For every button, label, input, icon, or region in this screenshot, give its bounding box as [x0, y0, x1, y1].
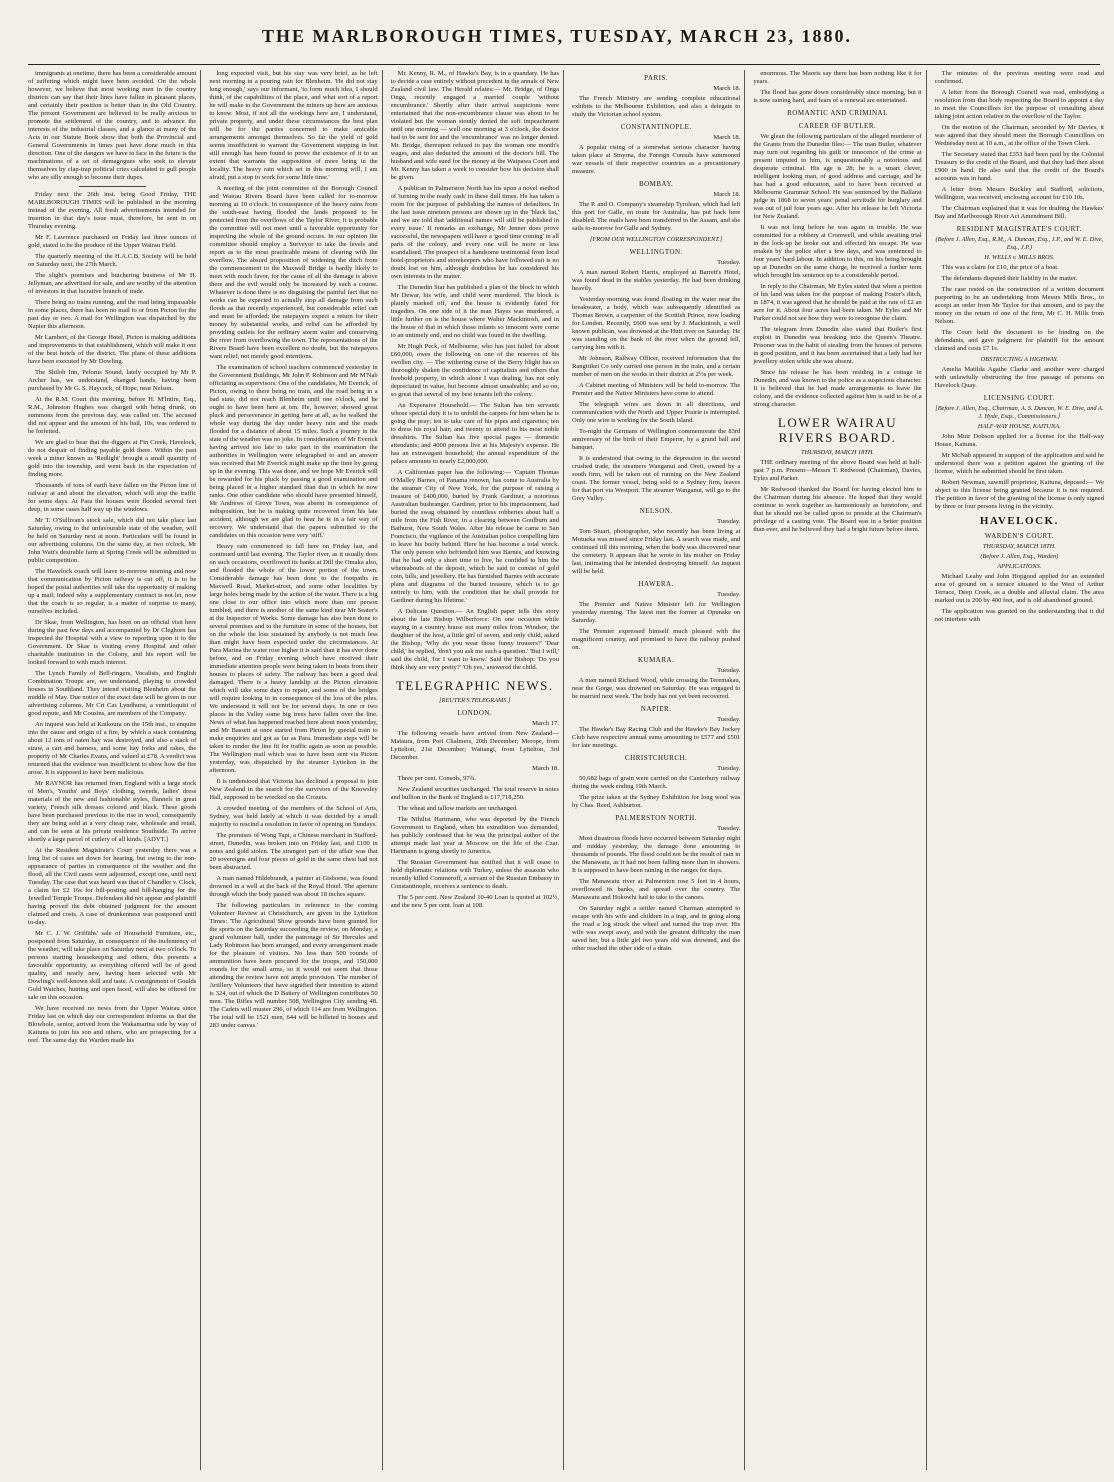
masthead-rule — [28, 64, 1100, 65]
paragraph: John Muir Dobson applied for a license for the Half-way House, Kaituna. — [934, 433, 1104, 448]
paragraph: Robert Newman, sawmill proprietor, Kaituna, deposed:— We object to this license being granted because it is not required. The petition in favor of the granting of the license is only signed by three or four persons living in the vicinity. — [934, 479, 1104, 510]
paragraph: Dr Skae, from Wellington, has been on an official visit here during the past few days and accompanied by Dr Cleghorn has inspected the Hospital with a view to reporting upon it to the Government. Dr Skae is visiting every Hospital and other charitable institution in the Colony, and his report will be looked forward to with much interest. — [28, 619, 197, 666]
section-heading: ROMANTIC AND CRIMINAL — [787, 109, 888, 117]
column-2 — [209, 70, 382, 1470]
paragraph: The Russian Government has notified that it will cease to hold diplomatic relations with Turkey, unless the assassin who recently killed Commeroff, a servant of the Russian Embassy in Constantinople, receives a sentence to death. — [390, 859, 559, 890]
paragraph: An inquest was held at Kaikoura on the 15th inst., to enquire into the cause and origin of a fire, by which a stack containing about 12 tons of oaten hay was destroyed, and also a stack of straw, a cart and harness, and some hay forks and rakes, the property of Mr Charles Evans, and valued at £78. A verdict was returned that the evidence was insufficient to show how the fire arose. It is supposed to have been malicious. — [28, 721, 197, 776]
dateline: March 18. — [713, 85, 741, 92]
paragraph: Mr Johnson, Railway Officer, received information that the Rangitikei Co only carried one person in the train, and a certain number of men on the works in their district at 2½s per week. — [571, 355, 741, 378]
paragraph: The prize taken at the Sydney Exhibition for long wool was by Chas. Reed, Ashburton. — [571, 794, 741, 809]
column-grid — [28, 70, 1108, 1470]
paragraph: The Nihilist Hartmann, who was deported by the French Government to England, when his extradition was demanded, has publicly confessed that he was the principal author of the attempt made last year at Moscow on the life of the Czar. Hartmann is going shortly to America. — [390, 816, 559, 855]
paragraph: Mr. Kenny, R. M., of Hawke's Bay, is in a quandary. He has to decide a case entirely without precedent in the annals of New Zealand civil law. The Herald relates:— Mr. Bridge, of Onga Onga, recently engaged a married couple 'without encumbrance.' Shortly after their arrival suspicions were entertained that the non-encumbrance clause was about to be violated but the woman stoutly denied the soft impeachment until one morning — well one morning at 3 o'clock, the doctor had to be sent for and the 'encumbrance' was no longer denied. Mr. Bridge, thereupon refused to pay the woman one month's wages, and also deducted the amount of the doctor's bill. The husband and wife sued for the money at the Waipawa Court and Mr. Kenny has taken a week to consider how his decision shall be given. — [390, 70, 559, 181]
paragraph: It is understood that Victoria has declined a proposal to join New Zealand in the search for the survivors of the Knowsley Hall, supposed to be wrecked on the Crozets. — [209, 778, 378, 801]
dateline: Tuesday. — [717, 667, 741, 674]
dateline: March 18. — [713, 191, 741, 198]
paragraph: Michael Leahy and John Hopgood applied for an extended area of ground on a terrace situated to the West of Arthur Terrace, Deep Creek, as a double and alluvial claim. The area marked out is 200 by 400 feet, and is old abandoned ground. — [934, 573, 1104, 604]
column-6 — [935, 70, 1108, 1470]
subheading: THURSDAY, MARCH 18TH. — [801, 449, 874, 456]
dateline: Tuesday. — [717, 591, 741, 598]
paragraph: Friday next the 26th inst. being Good Friday, THE MARLBOROUGH TIMES will be published in the morning instead of the evening. All fresh advertisements intended for insertion in that day's issue must, therefore, be sent in on Thursday evening. — [28, 191, 197, 230]
column-1 — [28, 70, 201, 1470]
paragraph: A Californian paper has the following:— 'Captain Thomas O'Malley Barnes, of Panama renown, has come to Australia by the steamer City of New York, for the purpose of raising a treasure of £400,000, buried by Frank Gardiner, a notorious Australian bushranger. Gardiner, prior to his imprisonment, had buried the swag obtained by countless robberies about half a mile from the Fish River, in a clearing between Goulburn and Bathurst, New South Wales. After his release he came to San Francisco, the vigilance of the Australian police compelling him to leave his booty behind. Here he has become a total wreck. The only person who befriended him was Barnes, and knowing that he had only a short time to live, he confided to him the whereabouts of the deposit, which he said to consist of gold coin, bills, and jewellery. He has furnished Barnes with accurate plans and diagrams of the buried treasure, which is to go entirely to him, with the condition that he shall provide for Gardiner during his lifetime.' — [390, 469, 559, 604]
paragraph: The Chairman explained that it was for drafting the Hawkes' Bay and Marlborough River Act Amendment Bill. — [934, 205, 1104, 220]
paragraph: A Cabinet meeting of Ministers will be held to-morrow. The Premier and the Native Ministers have come to attend. — [571, 382, 741, 397]
paragraph: Yesterday morning was found floating in the water near the breakwater, a body, which was subsequently identified as Thomas Brown, a carpenter of the Scottish Prince, now loading for London. Recently, £600 was sent by J. Mackintosh, a well known publican, was drowned at the Hutt river on Saturday. He was standing on the bank of the river when the ground fell, carrying him with it. — [571, 296, 741, 351]
paragraph: A popular rising of a somewhat serious character having taken place at Smyrna, the Foreign Consuls have summoned war vessels of their respective countries as a precautionary measure. — [571, 144, 741, 175]
paragraph: The Court held the document to be binding on the defendants, and gave judgment for plaintiff for the amount claimed and costs £7 1s. — [934, 329, 1104, 352]
paragraph: The defendants disputed their liability in the matter. — [941, 275, 1078, 282]
paragraph: A meeting of the joint committee of the Borough Council and Wairau Rivers Board have been called for to-morrow morning at 10 o'clock. In consequence of the heavy rains from the south-east having flooded the lands proposed to be protected from the overflows of the Taylor River, it is probable the committee will not meet until a favorable opportunity for inspecting the whole of the ground occurs. In our opinion the committee should employ a Surveyor to take the levels and report as to the most practicable means of clearing with the overflow. The absurd proposition of widening the ditch from the commencement to the Maxwell Bridge is hardly likely to meet with much favor, for the cause of all the damage is above there and the evil would only be increased by such a course. Whatever is done there is no disguising the painful fact that no works can be expected to actually stop all damage from such floods as that recently experienced, but considerable relief can and must be afforded; the ratepayers expect a return for their money by substantial works, and relief can be afforded by providing outlets for the ordinary storm water and conserving the river from overflowing the town. The representations of the Rivers Board have been excellent no doubt, but the ratepayers want relief, not merely good intentions. — [209, 185, 378, 360]
section-heading: WELLINGTON. — [629, 248, 683, 256]
paragraph: This was a claim for £10, the price of a boat. — [941, 264, 1059, 271]
paragraph: The minutes of the previous meeting were read and confirmed. — [934, 70, 1104, 85]
paragraph: A man named Hildebrandt, a painter at Gisborne, was found drowned in a well at the back of the Royal Hotel. The aperture through which the body passed was about 18 inches square. — [209, 875, 378, 898]
banner-heading: LOWER WAIRAU RIVERS BOARD. — [777, 415, 898, 445]
subheading: [Before J. Allen, Esq., Chairman, A. S. Duncan, W. E. Dive, and A. J. Hyde, Esqs., Commissioners.] — [935, 405, 1104, 420]
paragraph: On Saturday night a settler named Charman attempted to escape with his wife and children in a trap, and in going along the road a log struck the wheel and turned the trap over. His wife was swept away, and with the greatest difficulty the man saved her, but a little girl two years old was drowned, and the other reached the other side of a drain. — [571, 905, 741, 952]
paragraph: The P. and O. Company's steamship Tyrolean, which had left this port for Galle, en route for Australia, has put back here disabled. The mails have been transferred to the Assam, and she sails to-morrow for Galle and Sydney. — [571, 201, 741, 232]
paragraph: The French Ministry are sending complete educational exhibits to the Melbourne Exhibition, and also a delegate to study the Victorian school system. — [571, 95, 741, 118]
paragraph: The 5 per cent. New Zealand 10-40 Loan is quoted at 102½, and the new 5 per cent. loan at 108. — [390, 894, 559, 909]
section-heading: NAPIER. — [640, 705, 672, 713]
section-heading: LICENSING COURT. — [983, 394, 1055, 402]
subheading: [FROM OUR WELLINGTON CORRESPONDENT.] — [589, 236, 723, 243]
section-heading: LONDON. — [457, 709, 493, 717]
paragraph: Three per cent. Consols, 97¾. — [397, 775, 477, 782]
paragraph: Mr C. J. W. Griffiths' sale of Household Furniture, etc., postponed from Saturday, in consequence of the inclemency of the weather, will take place on Saturday next at two o'clock. To persons starting housekeeping and others, this presents a favorable opportunity, as everything offered will be of good quality, and nearly new, having been selected with Mr Dowling's well-known skill and taste. A consignment of Goulds Gold Watches, hunting and open faced, will also be offered for sale on this occasion. — [28, 930, 197, 1001]
masthead: THE MARLBOROUGH TIMES, TUESDAY, MARCH 23, 1880. — [261, 26, 853, 46]
section-heading: CONSTANTINOPLE. — [620, 123, 692, 131]
subheading: H. WELLS v. MILLS BROS. — [984, 254, 1055, 261]
paragraph: It is understood that owing to the depression in the second crushed trade, the steamers Wanganui and Oreti, owned by a south firm, will be taken out of running on the New Zealand coast. The former vessel, being sold to a Sydney firm, leaves for that port via Westport. The steamer Wanganui, will go to the Grey Valley. — [571, 455, 741, 502]
subheading: OBSTRUCTING A HIGHWAY. — [980, 356, 1058, 363]
paragraph: On the motion of the Chairman, seconded by Mr Davies, it was agreed that they should meet the Borough Councillors on Wednesday next at 10 a.m., at the office of the Town Clerk. — [934, 124, 1104, 147]
paragraph: immigrants at onetime, there has been a considerable amount of suffering which might have been avoided. On the whole however, we believe that most working men in the country districts can say that their lines have fallen in pleasant places, and certainly their position is better than in the Old Country. The present Government are believed to be really anxious to promote the settlement of the country, and to advance the interests of the industrial classes, and a glance at many of the Acts in our Statute Book show that both the Provincial and General Governments in times past have done much in this direction. One of the dangers we have to face in the future is the machinations of a set of demagogues who seek to elevate themselves by clap-trap political cries calculated to gull people who are silly enough to become their dupes. — [28, 70, 197, 181]
paragraph: There being no trains running, and the road being impassable in some places, there has been no mail to or from Picton for the past day or two. A mail for Wellington was dispatched by the Napier this afternoon. — [28, 299, 197, 330]
dateline: Tuesday. — [717, 716, 741, 723]
section-heading: HAWERA. — [638, 580, 674, 588]
dateline: Tuesday. — [717, 765, 741, 772]
paragraph: The examination of school teachers commenced yesterday in the Government Buildings, Mr John P. Robinson and Mr M'Nab officiating as supervisors. One of the candidates, Mr Everick, of Picton, owing to there being no train, and the road being in a bad state, did not reach Blenheim until one o'clock, and he ought to have been here at ten. He, however, showed great pluck and perseverance in getting here at all, as he walked the whole way during the day under heavy rain and the roads flooded for a distance of about 15 miles. Such a journey in the state of the weather was no joke. In consideration of Mr Everick having arrived too late to take part in the examination the authorities in Wellington were telegraphed to and an answer was received that Mr Everick might make up the time by going up in the evening. This was done, and we hope Mr Everick will be rewarded for his pluck by passing a good examination and being placed in a higher standard than that in which he now ranks. One other candidate who should have presented himself, Mr Andrews of Grove Town, was absent in consequence of indisposition, but he is making quite recovered from his late accident, although we are glad to hear he is in a fair way of recovery. We understand that the papers submitted to the candidates on this occasion were very 'stiff.' — [209, 364, 378, 539]
section-heading: NELSON. — [639, 507, 673, 515]
paragraph: New Zealand securities unchanged. The total reserve in notes and bullion in the Bank of England is £17,718,250. — [390, 786, 559, 801]
dateline: Tuesday. — [717, 825, 741, 832]
section-heading: CHRISTCHURCH. — [624, 754, 688, 762]
paragraph: enormous. The Maoris say there has been nothing like it for years. — [753, 70, 922, 85]
paragraph: Mr RAYNOR has returned from England with a large stock of Men's, Youths' and Boys' clothing, tweeds, ladies' dress materials of the new and fashionable styles, flannels in great variety, French silk dresses colored and black. These goods have been purchased previous to the rise in wool, consequently they are being sold at a very cheap rate, wholesale and retail, and can be seen at his private residence Southside. To arrive shortly a large parcel of cutlery of all kinds. [ADVT.] — [28, 780, 197, 843]
paragraph: The Manawatu river at Palmerston rose 5 feet in 4 hours, overflowed its banks, and spread over the country. The Manawatu and Hokowhi had to take to the canoes. — [571, 878, 741, 901]
paragraph: The Hawke's Bay Racing Club and the Hawke's Bay Jockey Club have respective annual sums amounting to £577 and £501 for late meetings. — [571, 726, 741, 749]
paragraph: THE ordinary meeting of the above Board was held at half-past 7 p.m. Present—Messrs T. Redwood (Chairman), Davies, Eyles and Parker. — [753, 459, 922, 482]
dateline: March 18. — [532, 765, 559, 772]
paragraph: Tom Stuart, photographer, who recently has been living at Motueka was missed since Friday last. A search was made, and continued till this morning, when the body was discovered near the cemetery. It appears that he wrote to his mother on Friday last, intimating that he intended destroying himself. An inquest will be held. — [571, 528, 741, 575]
paragraph: The quarterly meeting of the H.A.C.B. Society will be held on Saturday next, the 27th March. — [28, 253, 197, 268]
subheading: [REUTER'S TELEGRAMS.] — [439, 697, 511, 704]
paragraph: The flood has gone down considerably since morning, but it is now raining hard, and fears of a renewal are entertained. — [753, 89, 922, 104]
paragraph: The Premier expressed himself much pleased with the magnificent country, and promised to have the railway pushed on. — [571, 628, 741, 651]
paragraph: A Delicate Question.— An English paper tells this story about the late Bishop Wilberforce: On one occasion while staying in a country house not many miles from Windsor, the daughter of the host, a little girl of seven, and only child, asked the Bishop, 'Why do you wear those funny trousers?' 'Dear child,' he replied, 'don't you ask me such a question.' 'But I will,' said the child, 'for I want to know.' Said the Bishop: 'Do you think they are very pretty?' 'Oh yes,' answered the child. — [390, 608, 559, 671]
paragraph: At the R.M. Court this morning, before H. M'Intire, Esq., R.M., Johnston Hughes was charged with being drunk, on summons from the previous day, was called on. The accused did not appear and the amount of his bail, 10s, was ordered to be forfeited. — [28, 396, 197, 435]
subheading: (Before J. Allen, Esq., Warden) — [980, 553, 1059, 560]
section-heading: PARIS. — [644, 74, 669, 82]
paragraph: The Secretary stated that £353 had been paid by the Colonial Treasury to the credit of the Board, and that they had then about £900 in hand. He also said that the credit of the Board's accounts was in hand. — [934, 151, 1104, 182]
paragraph: The following vessels have arrived from New Zealand—Mataura, from Port Chalmers, 20th December; Merope, from Lyttelton, 21st December; Waitangi, from Lyttelton, 3rd December. — [390, 730, 559, 761]
paragraph: A letter from the Borough Council was read, embodying a resolution from that body respecting the Board to appoint a day to meet the Councillors for the purpose of consulting about taking joint action relative to the overflow of the Taylor. — [934, 89, 1104, 120]
section-heading: KUMARA. — [637, 656, 675, 664]
column-3 — [391, 70, 564, 1470]
dateline: Tuesday. — [717, 259, 741, 266]
banner-heading: TELEGRAPHIC NEWS. — [395, 678, 554, 693]
paragraph: It was not long before he was again in trouble. He was committed for a robbery at Cromwell, and while awaiting trial in the lock-up he broke out and effected his escape. He was retaken by the police after a few days, and was sentenced to four years' hard labour. In addition to this, on his being brought up at Dunedin on the same charge, he received a further term which brought his sentence up to a considerable period. — [753, 224, 922, 279]
paragraph: At the Resident Magistrate's Court yesterday there was a long list of cases set down for hearing, but owing to the non-appearance of parties in consequence of the weather and the flood, all the Civil cases were adjourned, except one, until next Tuesday. The case that was heard was that of Chandler v. Clock, a claim for £2 16s for bill-posting and bill-hanging for the Jewelled Temple Troupe. Defendant did not appear and plaintiff having proved the debt obtained judgment for the amount claimed and costs. A case of drunkenness was postponed until to-day. — [28, 847, 197, 926]
paragraph: The following particulars in reference to the coming Volunteer Review at Christchurch, are given in the Lyttelton Times: 'The Agricultural Show grounds have been granted for the sports on the Saturday succeeding the review; on Monday, a grand volunteer ball, under the patronage of Sir Hercules and Lady Robinson has been arranged, and every arrangement made for the pleasure of visitors. No less than 500 rounds of ammunition have been procured for the troops, and 150,000 rounds for the small arms, so it would not seem that those attending the review have not ample provision. The number of Artillery Volunteers that have signified their intention to attend is 324, out of which the D Battery of Wellington contributes 50 men. The Rifles will number 508, Wellington City sending 48. The Cadets will muster 296, of which 114 are from Wellington. The total will be 1521 men, 644 will be billeted in houses and 283 under canvas.' — [209, 902, 378, 1029]
paragraph: A publican in Palmerston North has his upon a novel method of 'turning in the ready cash' in these dull times. He has taken a room for the purpose of publishing the names of defaulters. In the last issue nineteen persons are shown up in the 'black list,' and we are told that 'additional names will still be published in every issue.' It remarks an exchange, Mr Jenner does prove successful, the newspapers will have a 'good time coming' in all parts of the colony, and every one will be more or less scandalised. The prospect of a handsome testimonial from local hotel-proprietors and storekeepers who have followed suit is no doubt lost on him, although doubtless he has considered his own interests in the matter. — [390, 185, 559, 280]
dateline: Tuesday. — [717, 518, 741, 525]
paragraph: The telegram from Dunedin also stated that Butler's first exploit in Dunedin was breaking into the Queen's Theatre. Prisoner was in the habit of stealing from the houses of persons in good position, and it has been ascertained that a lady had her jewellery stolen while she was absent. — [753, 326, 922, 365]
paragraph: An Expensive Household.— The Sultan has ten servants whose special duty it is to unfold the carpets for him when he is going the pray; ten to take care of his pipes and cigarettes; ten to dress his royal hair; and twenty to attend to his most noble dresshirts. The Sultan has five special pages — domestic attendants; and 4000 persons live at his Majesty's expense. He has an extravagant household; the annual expenditure of the palace amounts to nearly £2,000,000. — [390, 402, 559, 465]
dateline: March 18. — [713, 134, 741, 141]
paragraph: A man named Richard Wood, while crossing the Teremakau, near the Gorge, was drowned on Saturday. He was engaged to be married next week. The body has not yet been recovered. — [571, 677, 741, 700]
paragraph: The case rested on the construction of a written document purporting to be an undertaking from Messrs Mills Bros., to accept an order from Mr Taylor for that amount, and to pay the money on the return of one of the firm, Mr C. H. Mills from Nelson. — [934, 286, 1104, 325]
paragraph: Mr McNab appeared in support of the application and said he understood there was a petition against the granting of the license, which he submitted should be first taken. — [934, 452, 1104, 475]
paragraph: The Premier and Native Minister left for Wellington yesterday morning. The latest met the former at Opunake on Saturday. — [571, 601, 741, 624]
section-heading: PALMERSTON NORTH. — [615, 814, 697, 822]
paragraph: Mr Lambert, of the George Hotel, Picton is making additions and improvements to that establishment, which will make it one of the best hotels of the district. The plans of these additions have been executed by Mr Dowling. — [28, 334, 197, 365]
paragraph: 50,682 bags of grain were carried on the Canterbury railway during the week ending 19th March. — [571, 775, 741, 790]
paragraph: The premises of Wong Tapi, a Chinese merchant in Stafford-street, Dunedin, was broken into on Friday last, and £100 in notes and gold stolen. The strangest part of the affair was that 20 sovereigns and four pieces of gold in the same chest had not been abstracted. — [209, 832, 378, 871]
paragraph: In reply to the Chairman, Mr Eyles stated that when a portion of his land was taken for the purpose of making Foster's ditch, in 1874, it was agreed that he should be paid at the rate of £2 an acre for it. About four acres had been taken. Mr Eyles and Mr Parker could not see how they were to recognise the claim. — [753, 283, 922, 322]
paragraph: Mr F. Lawrence purchased on Friday last three ounces of gold, stated to be the produce of the Upper Wairau Field. — [28, 234, 197, 249]
section-heading: WARDEN'S COURT. — [984, 532, 1054, 540]
column-5 — [753, 70, 926, 1470]
paragraph: The telegraph wires are down in all directions, and communication with the North and Upper Prairie is interrupted. Only one wire is working for the South Island. — [571, 401, 741, 424]
section-heading: BOMBAY. — [638, 180, 674, 188]
paragraph: The slight's premises and butchering business of Mr H. Jellyman, are advertised for sale, and are worthy of the attention of investors in that lucrative branch of trade. — [28, 272, 197, 295]
paragraph: Thousands of tons of earth have fallen on the Picton line of railway at and about the elevation, which will stop the traffic for some days. At Para the houses were flooded several feet deep, in some cases half way up the windows. — [28, 482, 197, 513]
paragraph: Amelia Matilda Agathe Clarke and another were charged with unlawfully obstructing the free passage of persons on Havelock Quay. — [934, 366, 1104, 389]
paragraph: The application was granted on the understanding that it did not interfere with — [934, 608, 1104, 623]
subheading: HALF-WAY HOUSE, KAITUNA. — [977, 423, 1061, 430]
subheading: THURSDAY, MARCH 18TH. — [982, 543, 1056, 550]
separator-rule — [79, 186, 146, 187]
paragraph: Mr Hugh Peck, of Melbourne, who has just failed for about £60,000, owes the following on one of the reserves of his swollen city. — The withering curse of the Berry blight has so thoroughly shaken the confidence of capitalists and others that freehold property, in which alone I was dealing, has not only depreciated in value, but become almost unsaleable; and so on, so great that several of my best tenants left the colony. — [390, 343, 559, 398]
paragraph: A crowded meeting of the members of the School of Arts, Sydney, was held lately at which it was decided by a small majority to rescind a resolution in favor of opening on Sundays. — [209, 805, 378, 828]
paragraph: We have received no news from the Upper Wairau since Friday last on which day our correspondent informs us that the Blowhole, senior, arrived from the Wakamarina side by way of Kaituna to join his son and others, who are prospecting for a reef. The same day the Warden made his — [28, 1005, 197, 1044]
subheading: (Before J. Allen, Esq., R.M., A. Duncan, Esq., J.P., and W. E. Dive, Esq., J.P.) — [935, 236, 1104, 251]
paragraph: Since his release he has been residing in a cottage in Dunedin, and was known to the police as a suspicious character. It is believed that he had made arrangements to leave the colony, and the evidence collected against him is said to be of a strong character. — [753, 369, 922, 408]
paragraph: The wheat and tallow markets are unchanged. — [397, 805, 518, 812]
paragraph: Heavy rain commenced to fall here on Friday last, and continued until last evening. The Taylor river, as it usually does on such occasions, overflowed its banks at Dill the Omaka also, and flooded the whole of the lower portion of the town. Considerable damage has been done to the footpaths in Maxwell Road, Market-street, and some other localities by large holes being made by the action of the water. There is a big one close to our office into which more than one person tumbled, and there is another of the same kind near Mr Seater's at the Inspector of Works. Some damage has also been done to several premises and to the furniture in some of the houses, but on the whole the loss sustained by anybody is not much less than might have been expected under the circumstances. At Para Marina the water rose higher it is said than it has ever done before, and on Friday evening which have received their immediate attention people were being taken in boats from their houses to places of safety. The railway has been a good deal damaged. There is a heavy landslip at the Picton elevation which will take some days to repair, and some of the bridges will require looking to in consequence of the loss of the piles. We understand it will not be for several days. In one or two places in the Valley some big trees have fallen over the line. News of what has happened reached here about noon yesterday, and Mr Bassett at once started from Picton by special train to make enquiries and got as far as Para. Immediate steps will be taken to render the line fit for traffic again as soon as possible. The Wellington mail which was to have been sent via Picton yesterday, was dispatched by the steamer Lyttelton in the afternoon. — [209, 543, 378, 774]
paragraph: A man named Robert Harris, employed at Barrett's Hotel, was found dead in the stables yesterday. He had been drinking heavily. — [571, 269, 741, 292]
paragraph: We glean the following particulars of the alleged murderer of the Grants from the Dunedin files:— The man Butler, whatever may turn out regarding his guilt or innocence of the crime at present imputed to him, is unquestionably a notorious and desperate criminal. His age is 28; he is a smart clever, intelligent looking man, of good address and carriage, and he has had a good education, said to have been received at Melbourne Grammar School. He was sentenced by the Ballarat judge in 1868 to seven years' penal servitude for burglary and was out of jail four years ago. After his release he left Victoria for New Zealand. — [753, 133, 922, 220]
paragraph: We are glad to hear that the diggers at Fin Creek, Havelock, do not despair of finding payable gold there. Within the past week a miner known as 'Redlight' brought a small quantity of gold into the township, and went back in the expectation of finding more. — [28, 439, 197, 478]
paragraph: Mr T. O'Sullivan's stock sale, which did not take place last Saturday, owing to the unfavourable state of the weather, will be held on Saturday next at noon. Particulars will be found in our advertising columns. On the same day, at two o'clock, Mr John Watt's desirable farm at Spring Creek will be submitted to public competition. — [28, 517, 197, 564]
paragraph: Most disastrous floods have occurred between Saturday night and midday yesterday, the damage done amounting to thousands of pounds. The flood could not be the result of rain in the Manawatu, as it had not been falling more than in showers. It is supposed to have been raining in the ranges for days. — [571, 835, 741, 874]
paragraph: To-night the Germans of Wellington commemorate the 83rd anniversary of the birth of their Emperor, by a grand ball and banquet. — [571, 428, 741, 451]
paragraph: The Havelock coach will leave to-morrow morning and now that communication by Picton railway is cut off, it is to be hoped the postal authorities will take the opportunity of making up a mail; indeed why a supplementary contract is not let, now that the coach is so regular, is a matter of surprise to many, ourselves included. — [28, 568, 197, 615]
paragraph: long expected visit, but his stay was very brief, as he left next morning in a pouring rain for Blenheim. 'He did not stay long enough,' says our informant, 'to form much idea, I should think, of the capabilities of the place, and what sort of a report he will make to the Government the miners up here are anxious to know. Most, if not all the workings here are, I understand, private property, and under these circumstances the best plan will be for the parties concerned to make amicable arrangements amongst themselves. So far the yield of gold seems insufficient to warrant the Government stepping in but still enough has been found to prove the existence of it to an extent that warrants the supposition of more being in the locality. The heavy rain which set in this morning will, I am afraid, put a stop to work for some little time.' — [209, 70, 378, 181]
paragraph: The Shiloh Inn, Pelorus Sound, lately occupied by Mr P. Archer has, we understand, changed hands, having been purchased by Mr G. S. Haycock, of Hope, near Nelson. — [28, 369, 197, 392]
large-heading: HAVELOCK. — [979, 515, 1059, 527]
dateline: March 17. — [532, 720, 559, 727]
paragraph: Mr Redwood thanked the Board for having elected him to the Chairman during his absence. He hoped that they would continue to work together as harmoniously as heretofore, and that he should not be called upon to preside at the Chairman's privilege of a casting vote. The Board was in a better position than ever, and he believed they had a bright future before them. — [753, 486, 922, 533]
subheading: APPLICATIONS. — [997, 563, 1042, 570]
paragraph: A letter from Messrs Buckley and Stafford, solicitors, Wellington, was received, enclosing account for £10 10s. — [934, 186, 1104, 201]
section-heading: CAREER OF BUTLER. — [798, 122, 877, 130]
column-4 — [572, 70, 745, 1470]
paragraph: The Lynch Family of Bell-ringers, Vocalists, and English Combination Troupe are, we understand, playing to crowded houses in Southland. They intend visiting Blenheim about the middle of May. Due notice of the exact date will be given in our advertising columns. Mr Cri Cas Lyndhurst, a ventriloquist of good repute, and Mr Cousins, are members of the Company. — [28, 670, 197, 717]
paragraph: The Dunedin Star has published a plan of the block in which Mr Dewar, his wife, and child were murdered. The block is plainly marked off, and the house is evidently fated for tragedies. On one side of it the man Hayes was murdered, a little further on is the house where Walter Mackintosh, and in the house of that in which those infants so innocent were come to an untimely end, and no child was found in the dwelling. — [390, 284, 559, 339]
section-heading: RESIDENT MAGISTRATE'S COURT. — [956, 225, 1082, 233]
